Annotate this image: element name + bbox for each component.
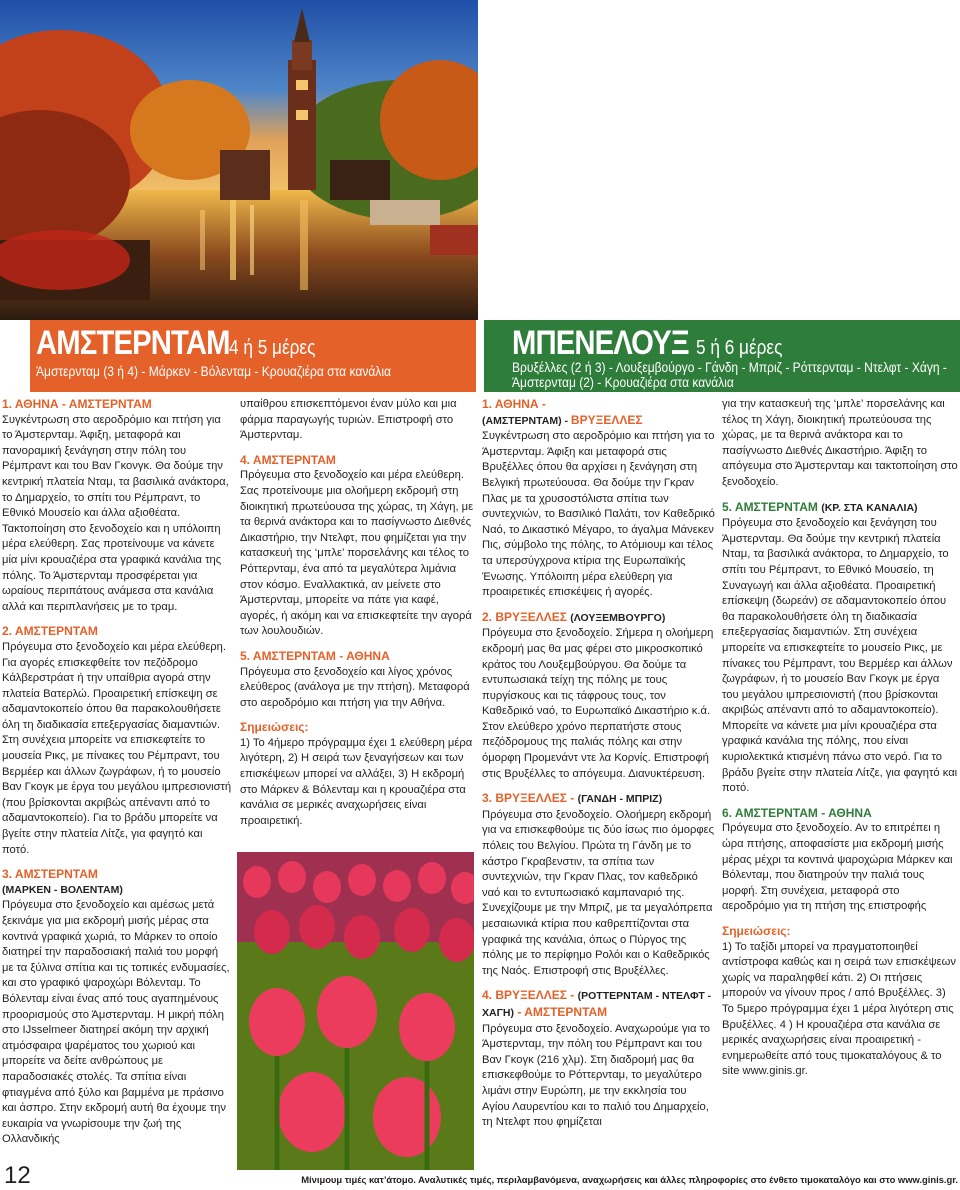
benelux-day6-text: Πρόγευμα στο ξενοδοχείο. Αν το επιτρέπει η ώρα πτήσης, αποφασίστε μια εκδρομή μισής μέρας μέχρι τα κοντινά ψαροχώρια Μάρκεν και Βόλενταμ, που διατηρούν την παλιά τους μορφή. Στη συνέχεια, μεταφορά στο αεροδρόμιο για τη πτήση της επιστροφής — [722, 822, 953, 913]
benelux-day3-sub: (ΓΑΝΔΗ - ΜΠΡΙΖ) — [577, 793, 663, 806]
amsterdam-banner — [30, 320, 476, 392]
benelux-route-line2: Άμστερνταμ (2) - Κρουαζιέρα στα κανάλια — [512, 374, 734, 390]
benelux-day5-sub: (ΚΡ. ΣΤΑ ΚΑΝΑΛΙΑ) — [821, 501, 918, 514]
amsterdam-day5-heading: 5. ΑΜΣΤΕΡΝΤΑΜ - ΑΘΗΝΑ — [240, 648, 390, 663]
benelux-day3-text: Πρόγευμα στο ξενοδοχείο. Ολοήμερη εκδρομή για να επισκεφθούμε τις δύο ίσως πιο όμορφες πόλεις του Βελγίου. Πρώτα τη Γάνδη με το κάστρο Γκραβενστιν, τα σπίτια των συντεχνιών, την Γκραν Πλας, τον καθεδρικό ναό και το εντυπωσιακό καμπαναριό της. Συνεχίζουμε με την Μπριζ, με τα μεγαλόπρεπα μεσαιωνικά κτίρια που καθρεπτίζονται στα γραφικά της κανάλια, όπως ο Πύργος της πόλης με το περίφημο Ρολόι και ο Καθεδρικός της Ναός. Επιστροφή στις Βρυξέλλες. — [482, 808, 714, 977]
benelux-title: ΜΠΕΝΕΛΟΥΞ — [512, 324, 689, 362]
tulips-photo — [237, 852, 474, 1170]
benelux-day1-heading-b: (ΑΜΣΤΕΡΝΤΑΜ) - — [482, 414, 571, 427]
amsterdam-notes-heading: Σημειώσεις: — [240, 720, 309, 735]
amsterdam-day4-text: Πρόγευμα στο ξενοδοχείο και μέρα ελεύθερη. Σας προτείνουμε μια ολοήμερη εκδρομή στη διοικητική πρωτεύουσα της χώρας, τη Χάγη, με τα θερινά ανάκτορα και το πασίγνωστο Διεθνές Δικαστήριο, την Ντελφτ, που φημίζεται για την κατασκευή της ‘μπλε’ πορσελάνης και τέλος το Ρόττερνταμ, ένα από τα μεγαλύτερα λιμάνια στον κόσμο. Εναλλακτικά, αν μείνετε στο Άμστερνταμ, μπορείτε να πάτε για καφέ, αγορές, ή ακόμη και να επισκεφτείτε την αγορά των λουλουδιών. — [240, 469, 474, 638]
footer-note: Μίνιμουμ τιμές κατ’άτομο. Αναλυτικές τιμές, περιλαμβανόμενα, αναχωρήσεις και άλλες πληροφορίες στο ένθετο τιμοκαταλόγο και στο www.ginis.gr. — [301, 1174, 958, 1185]
amsterdam-day3-text: Πρόγευμα στο ξενοδοχείο και αμέσως μετά ξεκινάμε για μια εκδρομή μισής μέρας στα κοντινά γραφικά χωριά, το Μάρκεν το οποίο διατηρεί την παραδοσιακή παλιά του μορφή με τα ξύλινα σπίτια και τις τοπικές ενδυμασίες, και στο γραφικό ψαροχώρι Βόλενταμ. Το Βόλενταμ είναι ένας από τους αγαπημένους προορισμούς στο Άμστερνταμ. Η μικρή πόλη στο IJsselmeer διατηρεί ακόμη την αρχική ατμόσφαιρα ψαρέματος του χωριού και μπορείτε να δείτε ανθρώπους με παραδοσιακές στολές. Τα σπίτια είναι φτιαγμένα από ξύλο και βαμμένα με πράσινο και άσπρο. Στην εκδρομή αυτή θα έχουμε την ευκαιρία να γνωρίσουμε την ζωή της Ολλανδικής — [2, 899, 230, 1146]
amsterdam-canal-photo — [0, 0, 478, 320]
amsterdam-day3-cont: υπαίθρου επισκεπτόμενοι έναν μύλο και μια φάρμα παραγωγής τυριών. Επιστροφή στο Άμστερνταμ. — [240, 398, 457, 442]
benelux-day2-text: Πρόγευμα στο ξενοδοχείο. Σήμερα η ολοήμερη εκδρομή μας θα μας φέρει στο μικροσκοπικό κράτος του Λουξεμβούργου. Θα δούμε τα εντυπωσιακά τείχη της πόλης με τους πυργίσκους και τις τάφρους τους, τον Καθεδρικό ναό, το Ευρωπαϊκό Δικαστήριο κ.ά. Στον ελεύθερο χρόνο περπατήστε στους πεζόδρομους της παλιάς πόλης και στην όμορφη Προμενάντ ντε λα Κορνίς. Επιστροφή στις Βρυξέλλες το απόγευμα. Διανυκτέρευση. — [482, 627, 714, 780]
amsterdam-title: ΑΜΣΤΕΡΝΤΑΜ — [36, 324, 230, 362]
benelux-day4-cont: για την κατασκευή της ‘μπλε’ πορσελάνης και τέλος τη Χάγη, διοικητική πρωτεύουσα της χώρας, με τα θερινά ανάκτορα και το πασίγνωστο Διεθνές Δικαστήριο. Άφιξη το απόγευμα στο Άμστερνταμ και τακτοποίηση στο ξενοδοχείο. — [722, 398, 958, 488]
benelux-banner — [484, 320, 960, 392]
benelux-day2-heading: 2. ΒΡΥΞΕΛΛΕΣ — [482, 609, 571, 624]
benelux-day6-heading: 6. ΑΜΣΤΕΡΝΤΑΜ - ΑΘΗΝΑ — [722, 805, 872, 820]
amsterdam-route: Άμστερνταμ (3 ή 4) - Μάρκεν - Βόλενταμ - Κρουαζιέρα στα κανάλια — [36, 363, 391, 379]
benelux-notes-text: 1) Το ταξίδι μπορεί να πραγματοποιηθεί αντίστροφα καθώς και η σειρά των επισκέψεων χωρίς να παραληφθεί κάτι. 2) Οι πτήσεις μπορούν να γίνουν προς / από Βρυξέλλες. 3) Το 5μερο πρόγραμμα έχει 1 μέρα λιγότερη στις Βρυξέλλες. 4 ) Η κρουαζιέρα στα κανάλια σε μερικές αναχωρήσεις είναι προαιρετική - ενημερωθείτε από τους τιμοκαταλόγους & το site www.ginis.gr. — [722, 940, 956, 1078]
amsterdam-column-2 — [240, 397, 474, 829]
page-number: 12 — [4, 1162, 31, 1189]
amsterdam-day5-text: Πρόγευμα στο ξενοδοχείο και λίγος χρόνος ελεύθερος (ανάλογα με την πτήση). Μεταφορά στο αεροδρόμιο και πτήση για την Αθήνα. — [240, 665, 470, 709]
amsterdam-day3-heading: 3. ΑΜΣΤΕΡΝΤΑΜ — [2, 867, 98, 882]
benelux-day5-text: Πρόγευμα στο ξενοδοχείο και ξενάγηση του Άμστερνταμ. Θα δούμε την κεντρική πλατεία Νταμ, τα βασιλικά ανάκτορα, το Δημαρχείο, το σπίτι του Ρέμπραντ, το Εθνικό Μουσείο, τη Συναγωγή και άλλα αξιοθέατα. Προαιρετική επίσκεψη (δωρεάν) σε αδαμαντοκοπείο όπου θα παρακολουθήσετε όλη τη διαδικασία επεξεργασίας διαμαντιών. Στη συνέχεια μπορείτε να επισκεφτείτε το μουσείο Ρικς, με πίνακες του Ρέμπραντ, του Βερμέερ και άλλων ζωγράφων, ή το μουσείο Βαν Γκογκ με έργα του μεγάλου ιμπρεσιονιστή (που βρίσκονται ακριβώς απέναντι από το αδαμαντοκοπείο). Μπορείτε να κάνετε μια μίνι κρουαζιέρα στα γραφικά κανάλια της πόλης, που είναι κυριολεκτικά κτισμένη πάνω στο νερό. Για το βράδυ βγείτε στην πλατεία Λίτζε, για φαγητό και ποτό. — [722, 517, 958, 795]
benelux-days: 5 ή 6 μέρες — [695, 337, 782, 359]
amsterdam-notes-text: 1) Το 4ήμερο πρόγραμμα έχει 1 ελεύθερη μέρα λιγότερη, 2) Η σειρά των ξεναγήσεων και των επισκέψεων μπορεί να αλλάξει, 3) Η εκδρομή στο Μάρκεν & Βόλενταμ και η κρουαζιέρα στα κανάλια σε μερικές αναχωρήσεις είναι προαιρετική. — [240, 736, 473, 827]
benelux-day4-sub: (ΡΟΤΤΕΡΝΤΑΜ - ΝΤΕΛΦΤ - ΧΑΓΗ) — [482, 990, 712, 1019]
amsterdam-day1-heading: 1. ΑΘΗΝΑ - ΑΜΣΤΕΡΝΤΑΜ — [2, 397, 152, 411]
benelux-column-2 — [722, 397, 958, 1080]
benelux-column-1 — [482, 397, 716, 1131]
benelux-route-line1: Βρυξέλλες (2 ή 3) - Λουξεμβούργο - Γάνδη - Μπριζ - Ρόττερνταμ - Ντελφτ - Χάγη - — [512, 359, 947, 375]
benelux-day2-sub: (ΛΟΥΞΕΜΒΟΥΡΓΟ) — [570, 611, 666, 624]
benelux-day4-text: Πρόγευμα στο ξενοδοχείο. Αναχωρούμε για το Άμστερνταμ, την πόλη του Ρέμπραντ και του Βαν Γκογκ (216 χλμ). Στη διαδρομή μας θα επισκεφθούμε το Ρόττερνταμ, το μεγαλύτερο λιμάνι στην Ευρώπη, με την εκκλησία του Αγίου Λαυρεντίου και το παλιό του Δημαρχείο, τη Ντελφτ που φημίζεται — [482, 1022, 711, 1129]
benelux-day1-heading: 1. ΑΘΗΝΑ - — [482, 397, 546, 411]
amsterdam-day4-heading: 4. ΑΜΣΤΕΡΝΤΑΜ — [240, 452, 336, 467]
benelux-day1-heading-c: ΒΡΥΞΕΛΛΕΣ — [570, 412, 643, 427]
amsterdam-day1-text: Συγκέντρωση στο αεροδρόμιο και πτήση για το Άμστερνταμ. Άφιξη, μεταφορά και πανοραμική ξενάγηση στην πόλη του Ρέμπραντ και του Βαν Γκονγκ. Θα δούμε την κεντρική πλατεία Νταμ, τα βασιλικά ανάκτορα, το Δημαρχείο, το σπίτι του Ρέμπραντ, το Εθνικό Μουσείο και άλλα αξιοθέατα. Τακτοποίηση στο ξενοδοχείο και η υπόλοιπη μέρα ελεύθερη. Σας προτείνουμε να κάνετε μία μίνι κρουαζιέρα στα γραφικά κανάλια της πόλης. Το Άμστερνταμ προσφέρεται για ωραίους περιπάτους ανάμεσα στα κανάλια αλλά και περιπλανήσεις με το τραμ. — [2, 413, 229, 613]
amsterdam-column-1 — [2, 397, 232, 1148]
benelux-day4-heading: 4. ΒΡΥΞΕΛΛΕΣ - — [482, 988, 578, 1003]
amsterdam-day2-text: Πρόγευμα στο ξενοδοχείο και μέρα ελεύθερη. Για αγορές επισκεφθείτε τον πεζόδρομο Κάλβερστράατ ή την υπαίθρια αγορά στην πλατεία Βατερλώ. Προαιρετική επίσκεψη σε αδαμαντοκοπείο όπου θα παρακολουθήσετε όλη τη διαδικασία επεξεργασίας διαμαντιών. Στη συνέχεια μπορείτε να επισκεφτείτε το μουσεία Ρικς, με πίνακες του Ρέμπραντ, του Βερμέερ και άλλων ζωγράφων, ή το μουσείο Βαν Γκογκ με έργα του μεγάλου ιμπρεσιονιστή (που βρίσκονται ακριβώς απέναντι από το αδαμαντοκοπείο). Για το βράδυ μπορείτε να βγείτε στην πλατεία Λίτζε, για φαγητό και ποτό. — [2, 640, 232, 856]
benelux-notes-heading: Σημειώσεις: — [722, 924, 791, 938]
benelux-day4-heading-c: - ΑΜΣΤΕΡΝΤΑΜ — [513, 1004, 608, 1019]
amsterdam-day2-heading: 2. ΑΜΣΤΕΡΝΤΑΜ — [2, 624, 98, 639]
amsterdam-days: 4 ή 5 μέρες — [229, 337, 316, 359]
benelux-day1-text: Συγκέντρωση στο αεροδρόμιο και πτήση για το Άμστερνταμ. Άφιξη και μεταφορά στις Βρυξέλλες όπου θα αρχίσει η ξενάγηση στη Βελγική πρωτεύουσα. Θα δούμε την Γκραν Πλας με τα χρυσοστόλιστα σπίτια των συντεχνιών, το Βασιλικό Παλάτι, τον Καθεδρικό Ναό, το Δικαστικό Μέγαρο, το άγαλμα Μάνεκεν Πις, σύμβολο της πόλης, το Ατόμιουμ και τέλος τα υπερσύγχρονα κτίρια της Ευρωπαϊκής Ένωσης. Υπόλοιπη μέρα ελεύθερη για προαιρετικές επισκέψεις ή αγορές. — [482, 430, 715, 599]
amsterdam-day3-sub: (ΜΑΡΚΕΝ - ΒΟΛΕΝΤΑΜ) — [2, 883, 123, 896]
benelux-day3-heading: 3. ΒΡΥΞΕΛΛΕΣ - — [482, 791, 578, 806]
benelux-day5-heading: 5. ΑΜΣΤΕΡΝΤΑΜ — [722, 499, 822, 514]
